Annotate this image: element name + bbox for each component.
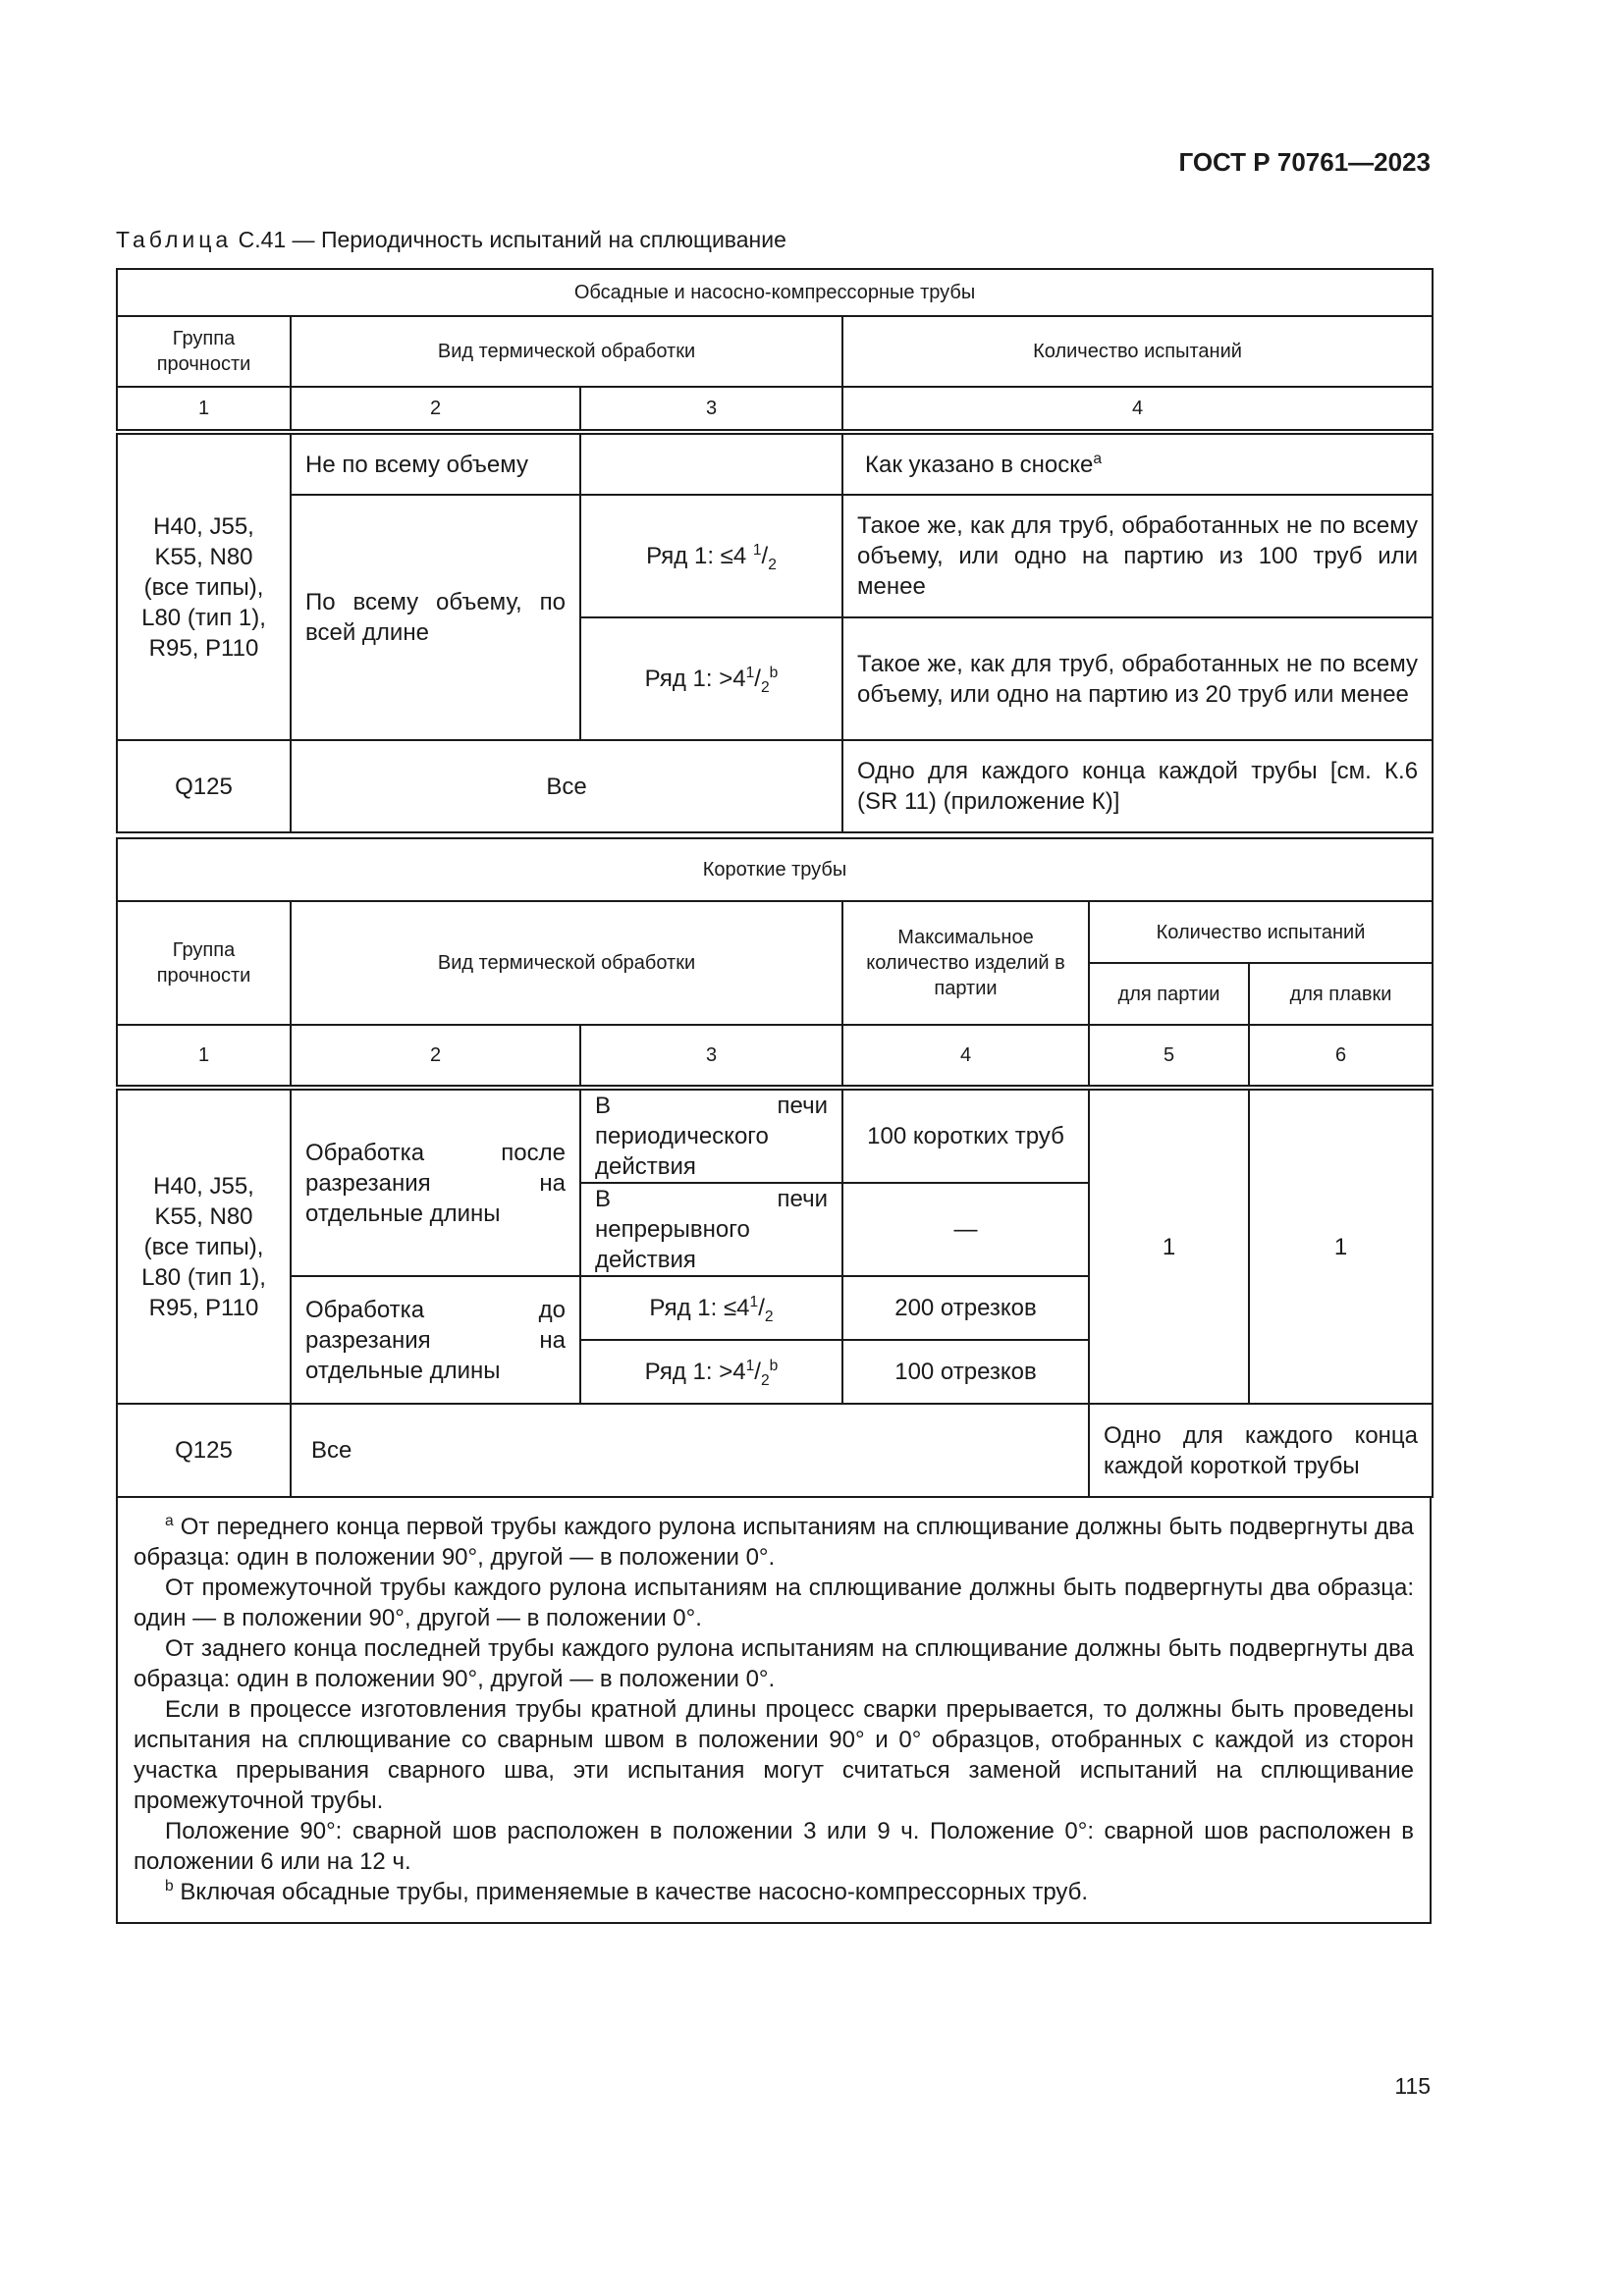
column-number: 3 — [580, 387, 842, 432]
column-number: 3 — [580, 1025, 842, 1088]
column-number: 5 — [1089, 1025, 1249, 1088]
footnote-mark-b: b — [769, 1358, 779, 1374]
table-caption — [116, 227, 786, 253]
column-number: 4 — [842, 1025, 1089, 1088]
treatment-full: По всему объему, по всей длине — [291, 495, 580, 740]
batch-furnace-max: 100 коротких труб — [842, 1088, 1089, 1183]
row2-max: 100 отрезков — [842, 1340, 1089, 1404]
header-max: Максимальное количество изделий в партии — [842, 901, 1089, 1025]
footnotes — [116, 1496, 1432, 1924]
q125-count: Одно для каждого конца каждой трубы [см. К.6 (SR 11) (приложение К)] — [842, 740, 1433, 832]
row2-cell: Ряд 1: $>4^1/_2^b$ — [580, 1340, 842, 1404]
standard-number: ГОСТ Р 70761—2023 — [1178, 147, 1431, 177]
batch-count: 1 — [1089, 1088, 1249, 1404]
treatment-before-cut: Обработка до разрезания на отдельные длины — [291, 1276, 580, 1404]
count-partial: Как указано в сноске$^a$ — [842, 432, 1433, 495]
continuous-furnace: В печи непрерывного действия — [580, 1183, 842, 1276]
header-count: Количество испытаний — [1089, 901, 1433, 963]
header-group: Группа прочности — [117, 316, 291, 387]
row2-cell: Ряд 1: $>4^1/_2^b$ — [580, 617, 842, 740]
q125-group: Q125 — [117, 1404, 291, 1497]
q125-group: Q125 — [117, 740, 291, 832]
q125-treatment: Все — [291, 740, 842, 832]
column-number: 1 — [117, 387, 291, 432]
caption-label: Таблица — [116, 227, 233, 252]
caption-text: С.41 — Периодичность испытаний на сплющивание — [238, 227, 786, 252]
heat-count: 1 — [1249, 1088, 1433, 1404]
footnote-paragraph: Положение 90°: сварной шов расположен в положении 3 или 9 ч. Положение 0°: сварной шов расположен в положении 6 или на 12 ч. — [134, 1818, 1414, 1875]
count-row2: Такое же, как для труб, обработанных не по всему объему, или одно на партию из 20 труб или менее — [842, 617, 1433, 740]
column-number: 2 — [291, 387, 580, 432]
row1-cell: Ряд 1: $\le 4^1/_2$ — [580, 1276, 842, 1340]
q125-treatment: Все — [291, 1404, 1089, 1497]
footnote-b: $^b$ Включая обсадные трубы, применяемые в качестве насосно-компрессорных труб. — [165, 1878, 1089, 1905]
treatment-partial: Не по всему объему — [291, 432, 580, 495]
footnote-paragraph: От промежуточной трубы каждого рулона испытаниям на сплющивание должны быть подвергнуты два образца: один — в положении 90°, другой — в положении 0°. — [134, 1575, 1414, 1631]
row1-max: 200 отрезков — [842, 1276, 1089, 1340]
q125-count: Одно для каждого конца каждой короткой трубы — [1089, 1404, 1433, 1497]
footnote-mark-a: a — [1093, 450, 1103, 467]
column-number: 2 — [291, 1025, 580, 1088]
treatment-after-cut: Обработка после разрезания на отдельные длины — [291, 1088, 580, 1276]
header-group: Группа прочности — [117, 901, 291, 1025]
continuous-furnace-max: — — [842, 1183, 1089, 1276]
footnote-mark-b: b — [769, 665, 779, 681]
section-title: Обсадные и насосно-компрессорные трубы — [117, 269, 1433, 316]
footnote-paragraph: Если в процессе изготовления трубы кратной длины процесс сварки прерывается, то должны быть проведены испытания на сплющивание со сварным швом в положении 90° и 0° образцов, отобранных с каждой из сторон участка прерывания сварного шва, эти испытания могут считаться заменой испытаний на сплющивание промежуточной трубы. — [134, 1696, 1414, 1814]
column-number: 6 — [1249, 1025, 1433, 1088]
footnote-mark-b: b — [165, 1878, 174, 1895]
column-number: 4 — [842, 387, 1433, 432]
casing-tubing-table — [116, 268, 1434, 833]
batch-furnace: В печи периодического действия — [580, 1088, 842, 1183]
count-row1: Такое же, как для труб, обработанных не по всему объему, или одно на партию из 100 труб или менее — [842, 495, 1433, 617]
header-count: Количество испытаний — [842, 316, 1433, 387]
strength-group-cell: H40, J55, K55, N80 (все типы), L80 (тип 1), R95, P110 — [117, 1088, 291, 1404]
header-batch: для партии — [1089, 963, 1249, 1025]
header-treatment: Вид термической обработки — [291, 901, 842, 1025]
page-number: 115 — [1394, 2073, 1431, 2099]
short-pipes-table — [116, 837, 1434, 1498]
footnote-mark-a: a — [165, 1513, 174, 1529]
strength-group-cell: H40, J55, K55, N80 (все типы), L80 (тип 1), R95, P110 — [117, 432, 291, 740]
empty-cell — [580, 432, 842, 495]
footnote-a: $^a$ От переднего конца первой трубы каждого рулона испытаниям на сплющивание должны быть подвергнуты два образца: один в положении 90°, другой — в положении 0°. — [134, 1513, 1414, 1571]
header-heat: для плавки — [1249, 963, 1433, 1025]
footnote-paragraph: От заднего конца последней трубы каждого рулона испытаниям на сплющивание должны быть подвергнуты два образца: один в положении 90°, другой — в положении 0°. — [134, 1635, 1414, 1692]
column-number: 1 — [117, 1025, 291, 1088]
header-treatment: Вид термической обработки — [291, 316, 842, 387]
section-title: Короткие трубы — [117, 838, 1433, 901]
row1-cell: Ряд 1: ≤4 $^1/_2$ — [580, 495, 842, 617]
